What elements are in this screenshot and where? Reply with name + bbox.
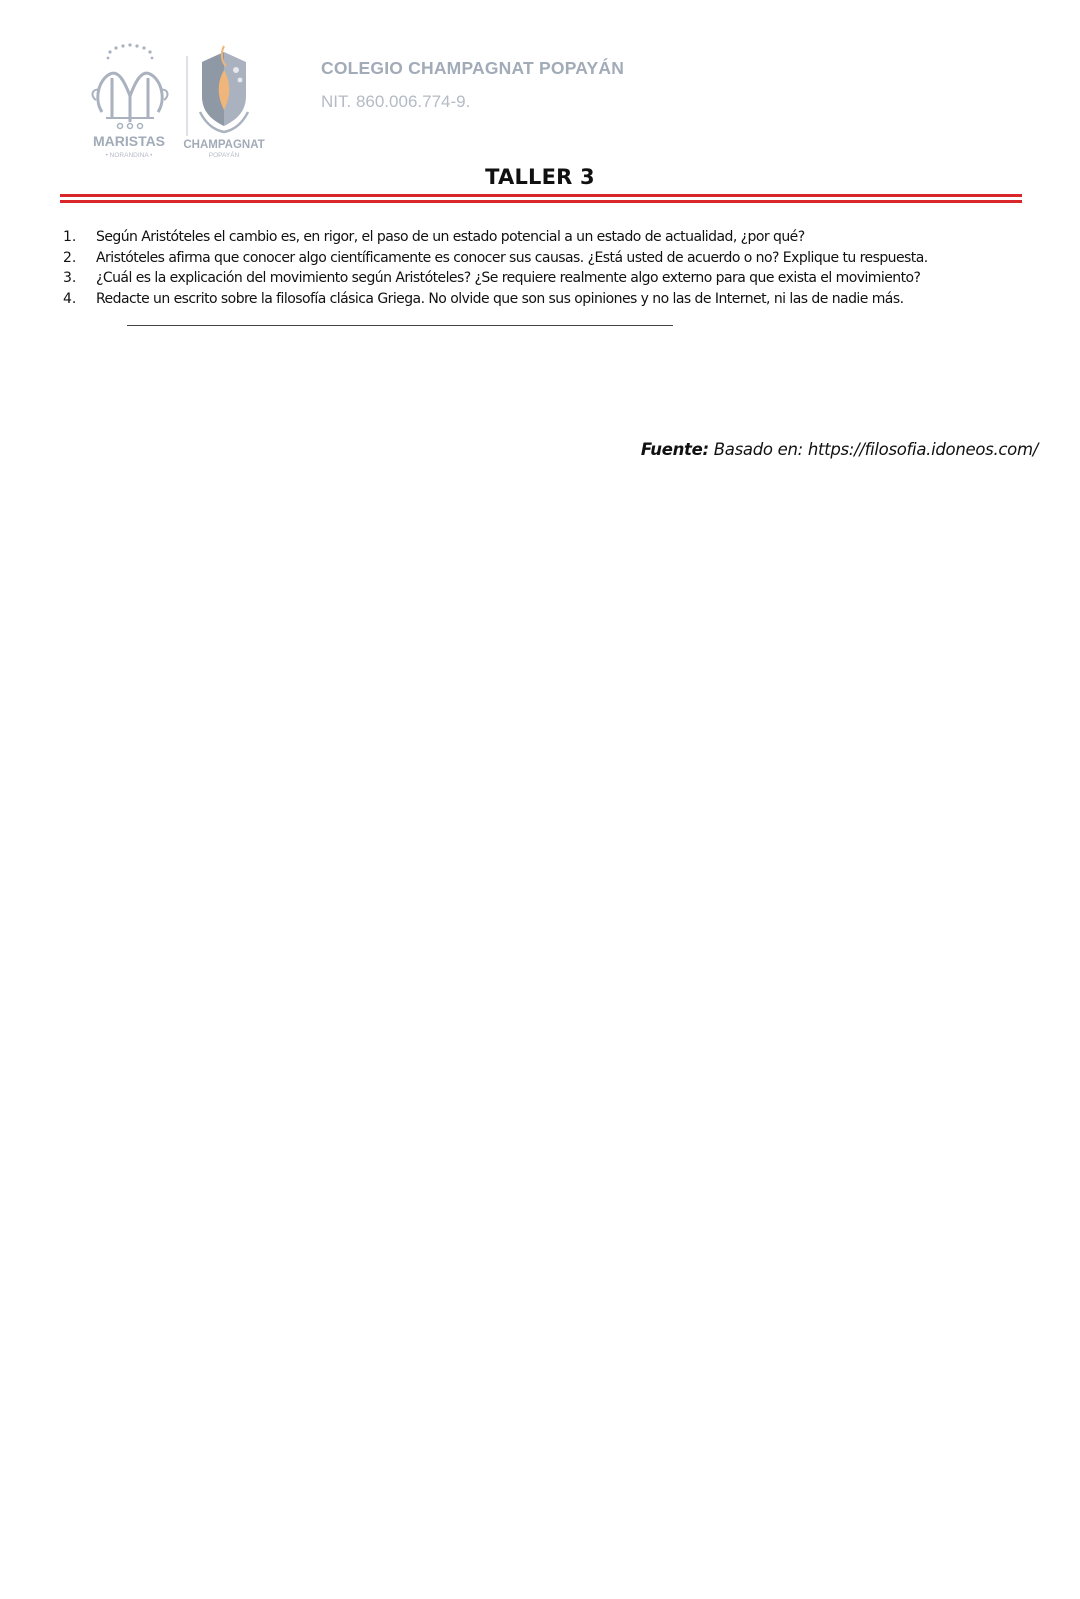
question-list [63, 227, 1053, 309]
maristas-logo [93, 43, 168, 128]
title-rule-top [60, 194, 1022, 197]
question-item [63, 248, 1053, 269]
school-name: COLEGIO CHAMPAGNAT POPAYÁN [321, 58, 625, 78]
question-number: 3. [63, 270, 77, 286]
question-text: Según Aristóteles el cambio es, en rigor, el paso de un estado potencial a un estado de actualidad, ¿por qué? [96, 229, 805, 245]
source-text: Basado en: https://filosofia.idoneos.com/ [708, 440, 1038, 459]
maristas-subtext: • NORANDINA • [105, 152, 153, 159]
logo-group [88, 40, 303, 170]
question-text: Aristóteles afirma que conocer algo científicamente es conocer sus causas. ¿Está usted de acuerdo o no? Explique tu respuesta. [96, 249, 928, 266]
champagnat-wordmark: CHAMPAGNAT [183, 139, 265, 151]
answer-line [127, 325, 673, 326]
champagnat-shield-logo [200, 46, 248, 132]
question-number: 4. [63, 290, 77, 307]
source-label: Fuente: [640, 440, 709, 459]
school-info [321, 58, 624, 112]
question-text: ¿Cuál es la explicación del movimiento según Aristóteles? ¿Se requiere realmente algo externo para que exista el movimiento? [96, 270, 921, 286]
question-text: Redacte un escrito sobre la filosofía clásica Griega. No olvide que son sus opiniones y no las de Internet, ni las de nadie más. [96, 290, 904, 307]
page-title: TALLER 3 [485, 165, 595, 189]
header-logos [88, 40, 303, 170]
maristas-wordmark: MARISTAS [92, 133, 166, 149]
champagnat-subtext: POPAYÁN [208, 152, 240, 159]
school-nit: NIT. 860.006.774-9. [321, 92, 471, 111]
question-item [63, 268, 1053, 289]
question-number: 1. [63, 229, 77, 245]
source-citation [641, 440, 1038, 459]
title-rule-bottom [60, 200, 1022, 203]
question-item [63, 227, 1053, 248]
question-number: 2. [63, 249, 77, 266]
question-item [63, 289, 1053, 310]
